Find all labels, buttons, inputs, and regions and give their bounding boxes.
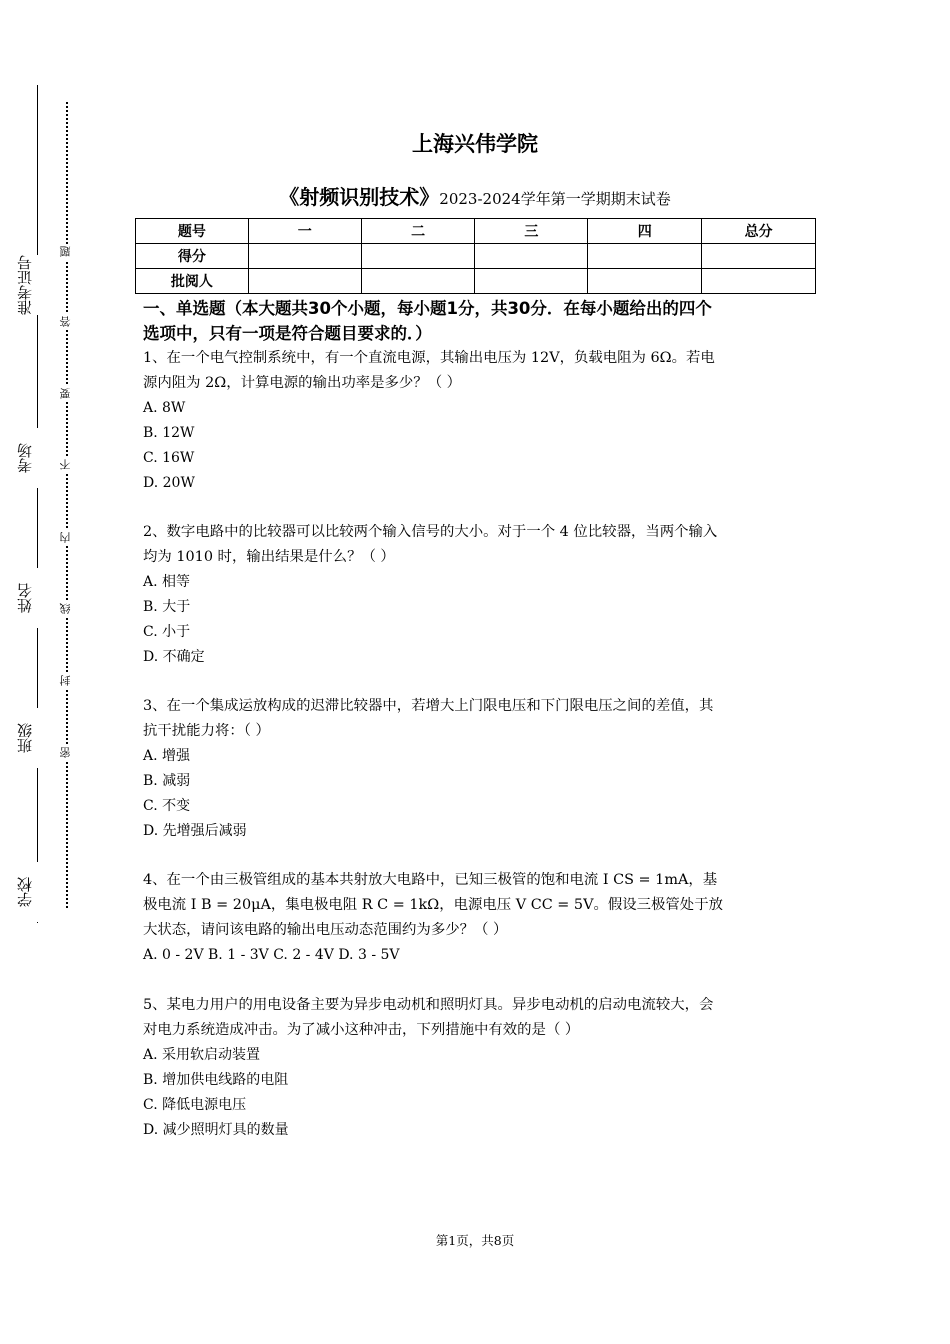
option-b: B. 12W <box>143 425 195 441</box>
question-stem-line: 1、在一个电气控制系统中，有一个直流电源，其输出电压为 12V，负载电阻为 6Ω。若电 <box>143 350 715 366</box>
question-stem-line: 对电力系统造成冲击。为了减小这种冲击，下列措施中有效的是（ ） <box>143 1022 580 1038</box>
question-stem-line: 5、某电力用户的用电设备主要为异步电动机和照明灯具。异步电动机的启动电流较大，会 <box>143 997 714 1013</box>
exam-title <box>0 181 950 210</box>
score-cell <box>248 244 361 269</box>
reviewer-row <box>136 269 816 294</box>
score-cell <box>361 244 475 269</box>
seal-char: 线 <box>58 601 74 617</box>
option-d: D. 减少照明灯具的数量 <box>143 1122 289 1138</box>
header-cell: 三 <box>475 219 588 244</box>
seal-char: 内 <box>58 530 74 546</box>
section-heading-line: 一、单选题（本大题共30个小题，每小题1分，共30分．在每小题给出的四个 <box>143 299 712 318</box>
section-heading-line: 选项中，只有一项是符合题目要求的．） <box>143 324 432 343</box>
score-table-header-row <box>136 219 816 244</box>
school-name: 上海兴伟学院 <box>412 132 538 156</box>
question-stem-line: 3、在一个集成运放构成的迟滞比较器中，若增大上门限电压和下门限电压之间的差值，其 <box>143 698 714 714</box>
section-heading <box>143 296 813 346</box>
reviewer-cell <box>702 269 816 294</box>
seal-char: 密 <box>58 745 74 761</box>
header-cell: 一 <box>248 219 361 244</box>
option-b: B. 减弱 <box>143 773 191 789</box>
header-cell: 题号 <box>136 219 249 244</box>
seal-char: 不 <box>58 457 74 473</box>
binding-line <box>37 85 38 923</box>
seal-dotted-line <box>66 102 68 908</box>
course-name: 《射频识别技术》 <box>279 185 440 209</box>
seal-char: 封 <box>58 673 74 689</box>
header-cell: 二 <box>361 219 475 244</box>
question-2 <box>143 520 811 670</box>
question-stem-line: 4、在一个由三极管组成的基本共射放大电路中，已知三极管的饱和电流 I CS = 1mA，基 <box>143 872 718 888</box>
question-1 <box>143 346 811 496</box>
option-d: D. 20W <box>143 475 195 491</box>
binding-label-name: 姓名 <box>18 568 42 628</box>
binding-label-class: 班级 <box>18 708 42 768</box>
reviewer-cell <box>588 269 702 294</box>
option-d: D. 先增强后减弱 <box>143 823 247 839</box>
option-a: A. 增强 <box>143 748 191 764</box>
binding-label-exam-room: 考场 <box>18 428 42 488</box>
question-3 <box>143 694 811 844</box>
reviewer-cell <box>475 269 588 294</box>
options-inline: A. 0 - 2V B. 1 - 3V C. 2 - 4V D. 3 - 5V <box>143 947 400 963</box>
option-a: A. 8W <box>143 400 186 416</box>
row-label: 得分 <box>136 244 249 269</box>
option-c: C. 16W <box>143 450 195 466</box>
question-stem-line: 均为 1010 时，输出结果是什么？（ ） <box>143 549 395 565</box>
option-a: A. 相等 <box>143 574 191 590</box>
option-d: D. 不确定 <box>143 649 205 665</box>
question-stem-line: 极电流 I B = 20μA，集电极电阻 R C = 1kΩ，电源电压 V CC = 5V。假设三极管处于放 <box>143 897 723 913</box>
header-cell: 四 <box>588 219 702 244</box>
score-cell <box>588 244 702 269</box>
question-stem-line: 大状态，请问该电路的输出电压动态范围约为多少？（ ） <box>143 922 508 938</box>
page-number: 第1页，共8页 <box>435 1233 515 1248</box>
option-b: B. 大于 <box>143 599 191 615</box>
header-cell: 总分 <box>702 219 816 244</box>
option-c: C. 不变 <box>143 798 191 814</box>
seal-char: 答 <box>58 314 74 330</box>
question-stem-line: 2、数字电路中的比较器可以比较两个输入信号的大小。对于一个 4 位比较器，当两个输入 <box>143 524 718 540</box>
question-stem-line: 抗干扰能力将：（ ） <box>143 723 270 739</box>
score-cell <box>475 244 588 269</box>
row-label: 批阅人 <box>136 269 249 294</box>
score-cell <box>702 244 816 269</box>
option-c: C. 小于 <box>143 624 191 640</box>
option-b: B. 增加供电线路的电阻 <box>143 1072 289 1088</box>
binding-label-exam-number: 准考证号 <box>18 255 42 315</box>
reviewer-cell <box>361 269 475 294</box>
binding-label-school: 学校 <box>18 862 42 922</box>
seal-char: 要 <box>58 386 74 402</box>
question-5 <box>143 993 811 1143</box>
question-4 <box>143 868 811 968</box>
option-c: C. 降低电源电压 <box>143 1097 247 1113</box>
option-a: A. 采用软启动装置 <box>143 1047 261 1063</box>
reviewer-cell <box>248 269 361 294</box>
exam-term: 2023-2024学年第一学期期末试卷 <box>439 190 671 208</box>
score-row <box>136 244 816 269</box>
score-table <box>135 218 816 294</box>
question-stem-line: 源内阻为 2Ω，计算电源的输出功率是多少？（ ） <box>143 375 462 391</box>
seal-char: 题 <box>58 244 74 260</box>
